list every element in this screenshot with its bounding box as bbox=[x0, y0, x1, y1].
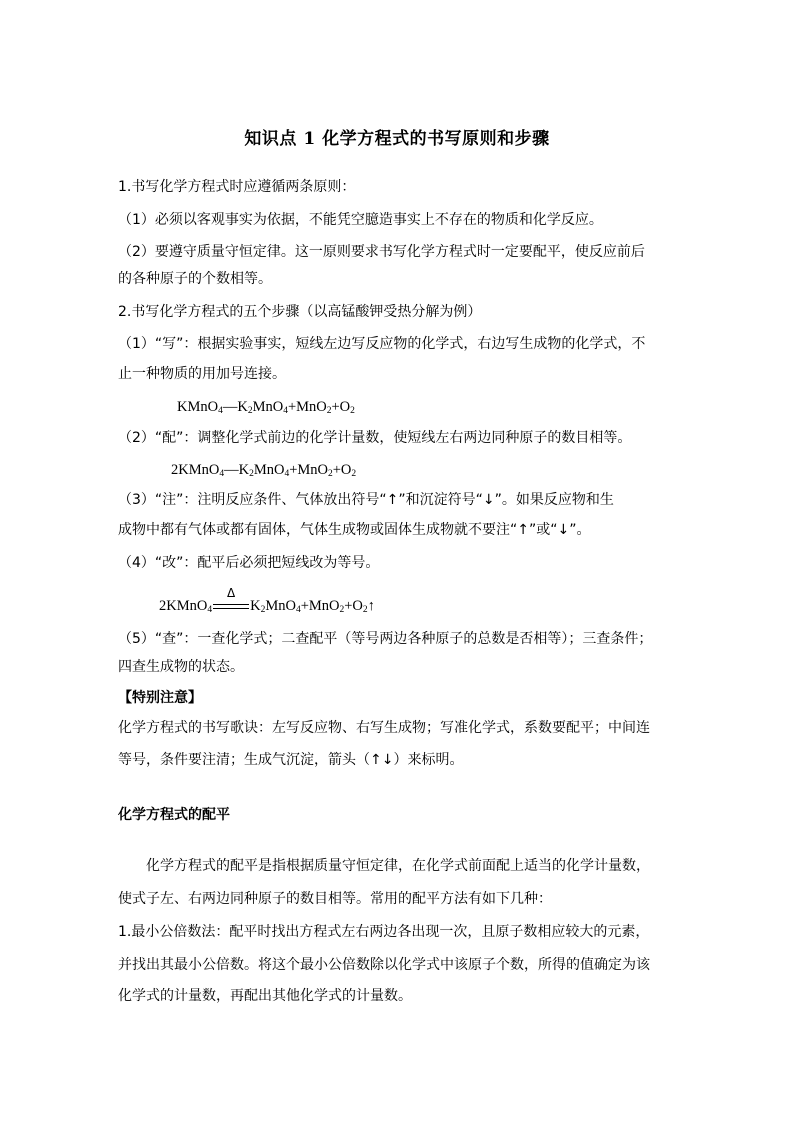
heat-symbol: Δ bbox=[226, 586, 236, 600]
text-line: 化学方程式的书写歌诀：左写反应物、右写生成物；写准化学式，系数要配平；中间连 bbox=[118, 720, 650, 736]
section-heading: 化学方程式的配平 bbox=[118, 807, 230, 823]
text-line: 2.书写化学方程式的五个步骤（以高锰酸钾受热分解为例） bbox=[118, 304, 482, 320]
gas-arrow: ↑ bbox=[367, 598, 375, 614]
text-line: 使式子左、右两边同种原子的数目相等。常用的配平方法有如下几种： bbox=[118, 891, 552, 907]
text-line: 1.书写化学方程式时应遵循两条原则： bbox=[118, 179, 356, 195]
text-line: （4）“改”：配平后必须把短线改为等号。 bbox=[118, 555, 380, 571]
text-line: 的各种原子的个数相等。 bbox=[118, 271, 272, 287]
section-note-heading: 【特别注意】 bbox=[118, 690, 202, 706]
text-line: 化学式的计量数，再配出其他化学式的计量数。 bbox=[118, 988, 412, 1004]
reaction-condition-equals bbox=[212, 586, 250, 616]
equals-bar-top bbox=[213, 604, 249, 605]
text-line: （5）“查”：一查化学式；二查配平（等号两边各种原子的总数是否相等）；三查条件； bbox=[118, 631, 653, 647]
text-line: （2）“配”：调整化学式前边的化学计量数，使短线左右两边同种原子的数目相等。 bbox=[118, 430, 632, 446]
text-line: （2）要遵守质量守恒定律。这一原则要求书写化学方程式时一定要配平，使反应前后 bbox=[118, 244, 645, 260]
text-line: 1.最小公倍数法：配平时找出方程式左右两边各出现一次，且原子数相应较大的元素， bbox=[118, 924, 650, 940]
text-line: 等号，条件要注清；生成气沉淀，箭头（↑↓）来标明。 bbox=[118, 752, 464, 768]
page-title: 知识点 1 化学方程式的书写原则和步骤 bbox=[244, 129, 550, 149]
text-line: 止一种物质的用加号连接。 bbox=[118, 366, 286, 382]
equation-write: $KMnO_4—K_2MnO_4+MnO_2+O_2$ bbox=[177, 399, 355, 416]
text-line: （1）“写”：根据实验事实，短线左边写反应物的化学式，右边写生成物的化学式，不 bbox=[118, 336, 646, 352]
text-line: （1）必须以客观事实为依据，不能凭空臆造事实上不存在的物质和化学反应。 bbox=[118, 212, 603, 228]
equation-balance: $2KMnO_4—K_2MnO_4+MnO_2+O_2$ bbox=[171, 462, 357, 479]
equals-bar-bottom bbox=[213, 608, 249, 609]
text-line: 四查生成物的状态。 bbox=[118, 659, 244, 675]
text-line: 并找出其最小公倍数。将这个最小公倍数除以化学式中该原子个数，所得的值确定为该 bbox=[118, 957, 650, 973]
text-line: 成物中都有气体或都有固体，气体生成物或固体生成物就不要注“↑”或“↓”。 bbox=[118, 522, 591, 538]
text-line: （3）“注”：注明反应条件、气体放出符号“↑”和沉淀符号“↓”。如果反应物和生 bbox=[118, 492, 614, 508]
text-line: 化学方程式的配平是指根据质量守恒定律，在化学式前面配上适当的化学计量数， bbox=[146, 858, 650, 874]
equation-final: 2KMnO$_4$ Δ $K_2MnO_4+MnO_2+O_2↑$ bbox=[159, 596, 375, 616]
